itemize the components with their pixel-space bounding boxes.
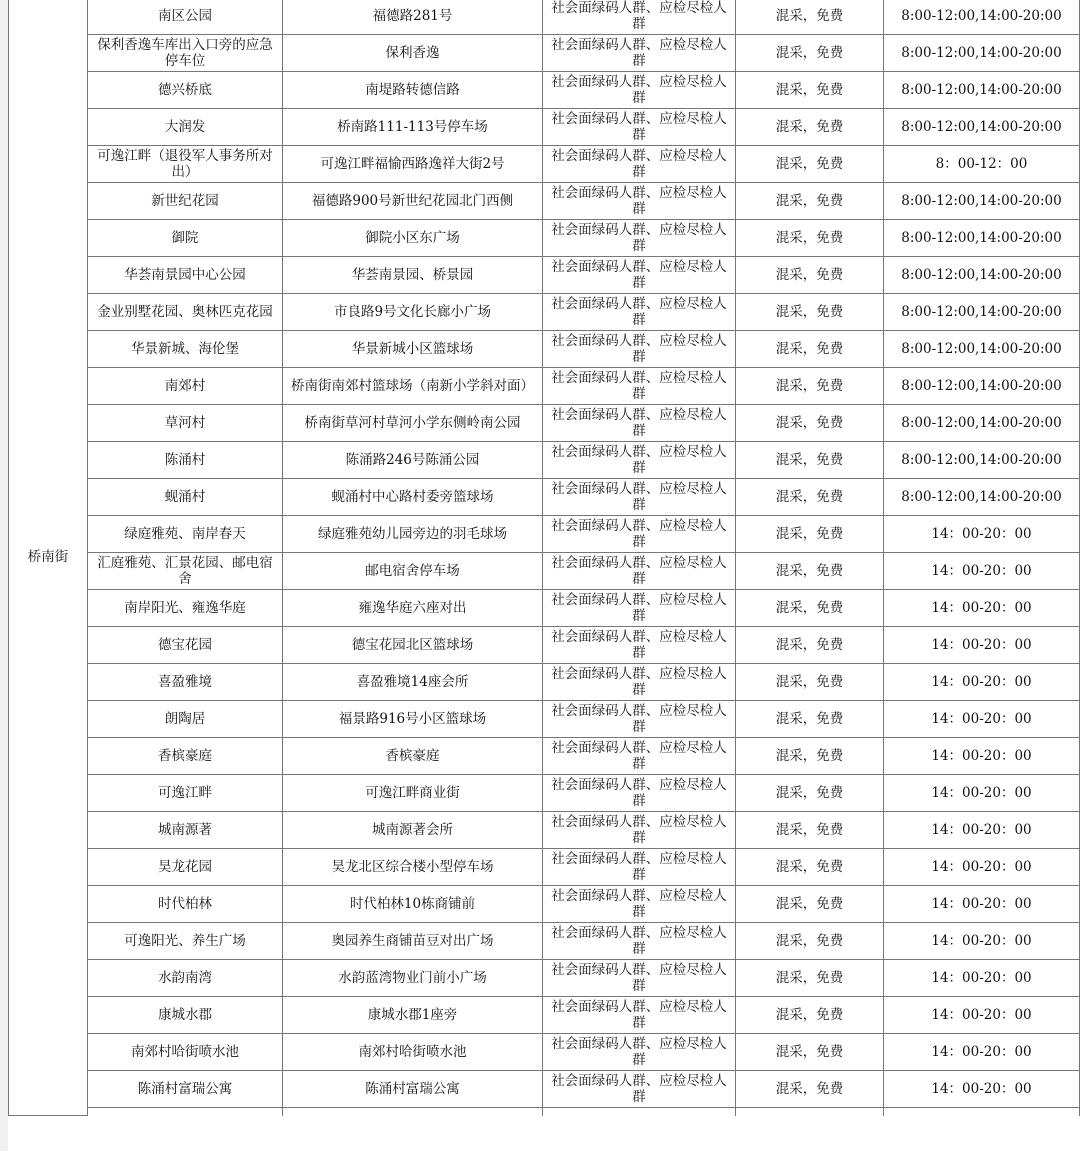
cell-hours: 14：00-20：00 [884, 627, 1080, 664]
cell-target: 社会面绿码人群、应检尽检人群 [543, 294, 736, 331]
cell-address: 可逸江畔商业街 [283, 775, 543, 812]
cell-name: 城南源著 [88, 812, 283, 849]
cell-target: 社会面绿码人群、应检尽检人群 [543, 220, 736, 257]
cell-method: 混采，免费 [736, 960, 884, 997]
cell-method: 混采，免费 [736, 109, 884, 146]
cell-name: 汇庭雅苑、汇景花园、邮电宿舍 [88, 553, 283, 590]
cell-target: 社会面绿码人群、应检尽检人群 [543, 590, 736, 627]
cell-name: 康城水郡 [88, 997, 283, 1034]
cell-target: 社会面绿码人群、应检尽检人群 [543, 1071, 736, 1108]
cell-target: 社会面绿码人群、应检尽检人群 [543, 405, 736, 442]
cell-method: 混采，免费 [736, 553, 884, 590]
cell-method: 混采，免费 [736, 627, 884, 664]
cell-hours: 8:00-12:00,14:00-20:00 [884, 442, 1080, 479]
cell-address: 雍逸华庭六座对出 [283, 590, 543, 627]
cell-hours: 8:00-12:00,14:00-20:00 [884, 479, 1080, 516]
cell-method: 混采，免费 [736, 331, 884, 368]
cell-name: 可逸江畔（退役军人事务所对出） [88, 146, 283, 183]
table-row [9, 516, 1080, 553]
table-row [9, 72, 1080, 109]
cell-method: 混采，免费 [736, 479, 884, 516]
cell-target: 社会面绿码人群、应检尽检人群 [543, 701, 736, 738]
cell-name: 德兴桥底 [88, 72, 283, 109]
cell-target: 社会面绿码人群、应检尽检人群 [543, 627, 736, 664]
cell-method: 混采，免费 [736, 1071, 884, 1108]
cell-target: 社会面绿码人群、应检尽检人群 [543, 109, 736, 146]
cell-hours: 8:00-12:00,14:00-20:00 [884, 183, 1080, 220]
table-row [9, 701, 1080, 738]
cell-address: 陈涌村富瑞公寓 [283, 1071, 543, 1108]
cell-address: 德宝花园北区篮球场 [283, 627, 543, 664]
cell-target: 社会面绿码人群、应检尽检人群 [543, 183, 736, 220]
cell-target: 社会面绿码人群、应检尽检人群 [543, 35, 736, 72]
table-row [9, 886, 1080, 923]
cell-address: 桥南街草河村草河小学东侧岭南公园 [283, 405, 543, 442]
cell-hours: 8:00-12:00,14:00-20:00 [884, 72, 1080, 109]
cell-address: 奥园养生商铺苗豆对出广场 [283, 923, 543, 960]
cell-address: 桥南街南郊村篮球场（南新小学斜对面） [283, 368, 543, 405]
table-row [9, 664, 1080, 701]
cell-name: 绿庭雅苑、南岸春天 [88, 516, 283, 553]
table-row [9, 183, 1080, 220]
cell-method: 混采，免费 [736, 590, 884, 627]
cell-name: 御院 [88, 220, 283, 257]
cell-hours: 14：00-20：00 [884, 923, 1080, 960]
cell-target: 社会面绿码人群、应检尽检人群 [543, 1034, 736, 1071]
cell-hours: 14：00-20：00 [884, 997, 1080, 1034]
cell-method: 混采，免费 [736, 1034, 884, 1071]
cell-address: 时代柏林10栋商铺前 [283, 886, 543, 923]
cell-hours: 14：00-20：00 [884, 590, 1080, 627]
cell-hours: 14：00-20：00 [884, 664, 1080, 701]
cell-method: 混采，免费 [736, 849, 884, 886]
cell-method: 混采，免费 [736, 146, 884, 183]
cell-address: 桥南路111-113号停车场 [283, 109, 543, 146]
table-row [9, 479, 1080, 516]
cell-method: 混采，免费 [736, 405, 884, 442]
cell-name: 朗陶居 [88, 701, 283, 738]
cell-empty [543, 1108, 736, 1116]
cell-target: 社会面绿码人群、应检尽检人群 [543, 368, 736, 405]
cell-target: 社会面绿码人群、应检尽检人群 [543, 516, 736, 553]
cell-target: 社会面绿码人群、应检尽检人群 [543, 960, 736, 997]
cell-hours: 14：00-20：00 [884, 738, 1080, 775]
table-row [9, 849, 1080, 886]
cell-name: 陈涌村富瑞公寓 [88, 1071, 283, 1108]
cell-hours: 8:00-12:00,14:00-20:00 [884, 257, 1080, 294]
cell-address: 华景新城小区篮球场 [283, 331, 543, 368]
cell-name: 昊龙花园 [88, 849, 283, 886]
table-row [9, 442, 1080, 479]
cell-hours: 8:00-12:00,14:00-20:00 [884, 331, 1080, 368]
cell-hours: 8:00-12:00,14:00-20:00 [884, 109, 1080, 146]
cell-name: 大润发 [88, 109, 283, 146]
cell-address: 南堤路转德信路 [283, 72, 543, 109]
table-row [9, 0, 1080, 35]
cell-target: 社会面绿码人群、应检尽检人群 [543, 664, 736, 701]
table-row [9, 257, 1080, 294]
cell-address: 陈涌路246号陈涌公园 [283, 442, 543, 479]
cell-method: 混采，免费 [736, 812, 884, 849]
cell-hours: 14：00-20：00 [884, 775, 1080, 812]
table-row [9, 960, 1080, 997]
cell-address: 邮电宿舍停车场 [283, 553, 543, 590]
cell-address: 香槟豪庭 [283, 738, 543, 775]
cell-empty [884, 1108, 1080, 1116]
table-row [9, 590, 1080, 627]
cell-method: 混采，免费 [736, 220, 884, 257]
cell-target: 社会面绿码人群、应检尽检人群 [543, 738, 736, 775]
cell-address: 绿庭雅苑幼儿园旁边的羽毛球场 [283, 516, 543, 553]
cell-name: 华荟南景园中心公园 [88, 257, 283, 294]
cell-method: 混采，免费 [736, 923, 884, 960]
table-row [9, 775, 1080, 812]
cell-address: 蚬涌村中心路村委旁篮球场 [283, 479, 543, 516]
cell-address: 华荟南景园、桥景园 [283, 257, 543, 294]
cell-name: 保利香逸车库出入口旁的应急停车位 [88, 35, 283, 72]
cell-address: 南郊村哈街喷水池 [283, 1034, 543, 1071]
cell-method: 混采，免费 [736, 442, 884, 479]
cell-address: 福德路281号 [283, 0, 543, 35]
cell-hours: 14：00-20：00 [884, 553, 1080, 590]
cell-method: 混采，免费 [736, 738, 884, 775]
cell-address: 御院小区东广场 [283, 220, 543, 257]
table-row [9, 1071, 1080, 1108]
cell-name: 南岸阳光、雍逸华庭 [88, 590, 283, 627]
cell-target: 社会面绿码人群、应检尽检人群 [543, 923, 736, 960]
cell-hours: 8:00-12:00,14:00-20:00 [884, 220, 1080, 257]
cell-name: 新世纪花园 [88, 183, 283, 220]
cell-method: 混采，免费 [736, 0, 884, 35]
cell-name: 水韵南湾 [88, 960, 283, 997]
table-row [9, 923, 1080, 960]
cell-hours: 14：00-20：00 [884, 701, 1080, 738]
cell-address: 城南源著会所 [283, 812, 543, 849]
cell-target: 社会面绿码人群、应检尽检人群 [543, 812, 736, 849]
table-row [9, 553, 1080, 590]
cell-target: 社会面绿码人群、应检尽检人群 [543, 442, 736, 479]
table-row [9, 220, 1080, 257]
cell-hours: 14：00-20：00 [884, 516, 1080, 553]
cell-target: 社会面绿码人群、应检尽检人群 [543, 331, 736, 368]
cell-address: 水韵蓝湾物业门前小广场 [283, 960, 543, 997]
cell-hours: 8:00-12:00,14:00-20:00 [884, 0, 1080, 35]
cell-name: 南郊村哈街喷水池 [88, 1034, 283, 1071]
cell-hours: 8:00-12:00,14:00-20:00 [884, 368, 1080, 405]
cell-method: 混采，免费 [736, 294, 884, 331]
cell-name: 可逸阳光、养生广场 [88, 923, 283, 960]
cell-method: 混采，免费 [736, 257, 884, 294]
table-row [9, 109, 1080, 146]
cell-address: 喜盈雅境14座会所 [283, 664, 543, 701]
cell-target: 社会面绿码人群、应检尽检人群 [543, 553, 736, 590]
cell-address: 可逸江畔福愉西路逸祥大街2号 [283, 146, 543, 183]
cell-method: 混采，免费 [736, 997, 884, 1034]
table-row [9, 331, 1080, 368]
cell-address: 昊龙北区综合楼小型停车场 [283, 849, 543, 886]
cell-method: 混采，免费 [736, 775, 884, 812]
cell-target: 社会面绿码人群、应检尽检人群 [543, 775, 736, 812]
table-row [9, 294, 1080, 331]
cell-method: 混采，免费 [736, 183, 884, 220]
table-row [9, 627, 1080, 664]
cell-empty [88, 1108, 283, 1116]
cell-address: 保利香逸 [283, 35, 543, 72]
sheet-left-margin [0, 0, 8, 1151]
cell-name: 草河村 [88, 405, 283, 442]
table-row [9, 812, 1080, 849]
cell-target: 社会面绿码人群、应检尽检人群 [543, 849, 736, 886]
cell-name: 香槟豪庭 [88, 738, 283, 775]
cell-hours: 14：00-20：00 [884, 812, 1080, 849]
cell-hours: 8:00-12:00,14:00-20:00 [884, 35, 1080, 72]
cell-name: 喜盈雅境 [88, 664, 283, 701]
cell-hours: 14：00-20：00 [884, 1034, 1080, 1071]
cell-target: 社会面绿码人群、应检尽检人群 [543, 997, 736, 1034]
cell-address: 康城水郡1座旁 [283, 997, 543, 1034]
cell-target: 社会面绿码人群、应检尽检人群 [543, 0, 736, 35]
cell-method: 混采，免费 [736, 35, 884, 72]
cell-method: 混采，免费 [736, 368, 884, 405]
testing-sites-table [8, 0, 1080, 1116]
cell-method: 混采，免费 [736, 664, 884, 701]
cell-name: 陈涌村 [88, 442, 283, 479]
cell-method: 混采，免费 [736, 886, 884, 923]
cell-target: 社会面绿码人群、应检尽检人群 [543, 886, 736, 923]
cell-hours: 14：00-20：00 [884, 1071, 1080, 1108]
cell-hours: 8:00-12:00,14:00-20:00 [884, 405, 1080, 442]
table-body [9, 0, 1080, 1116]
cell-address: 福德路900号新世纪花园北门西侧 [283, 183, 543, 220]
cell-target: 社会面绿码人群、应检尽检人群 [543, 257, 736, 294]
cell-empty [283, 1108, 543, 1116]
cell-name: 可逸江畔 [88, 775, 283, 812]
cell-address: 福景路916号小区篮球场 [283, 701, 543, 738]
table-row-partial [9, 1108, 1080, 1116]
cell-target: 社会面绿码人群、应检尽检人群 [543, 72, 736, 109]
cell-hours: 14：00-20：00 [884, 849, 1080, 886]
cell-empty [736, 1108, 884, 1116]
table-row [9, 738, 1080, 775]
cell-name: 时代柏林 [88, 886, 283, 923]
cell-hours: 14：00-20：00 [884, 886, 1080, 923]
cell-name: 金业别墅花园、奥林匹克花园 [88, 294, 283, 331]
cell-name: 南郊村 [88, 368, 283, 405]
street-cell: 桥南街 [9, 0, 88, 1116]
cell-name: 德宝花园 [88, 627, 283, 664]
cell-hours: 8:00-12:00,14:00-20:00 [884, 294, 1080, 331]
cell-target: 社会面绿码人群、应检尽检人群 [543, 146, 736, 183]
table-row [9, 1034, 1080, 1071]
cell-hours: 14：00-20：00 [884, 960, 1080, 997]
table-row [9, 997, 1080, 1034]
cell-address: 市良路9号文化长廊小广场 [283, 294, 543, 331]
cell-method: 混采，免费 [736, 701, 884, 738]
cell-name: 南区公园 [88, 0, 283, 35]
table-row [9, 405, 1080, 442]
cell-name: 华景新城、海伦堡 [88, 331, 283, 368]
cell-method: 混采，免费 [736, 516, 884, 553]
table-row [9, 368, 1080, 405]
cell-method: 混采，免费 [736, 72, 884, 109]
cell-name: 蚬涌村 [88, 479, 283, 516]
table-row [9, 35, 1080, 72]
cell-target: 社会面绿码人群、应检尽检人群 [543, 479, 736, 516]
cell-hours: 8：00-12：00 [884, 146, 1080, 183]
table-row [9, 146, 1080, 183]
